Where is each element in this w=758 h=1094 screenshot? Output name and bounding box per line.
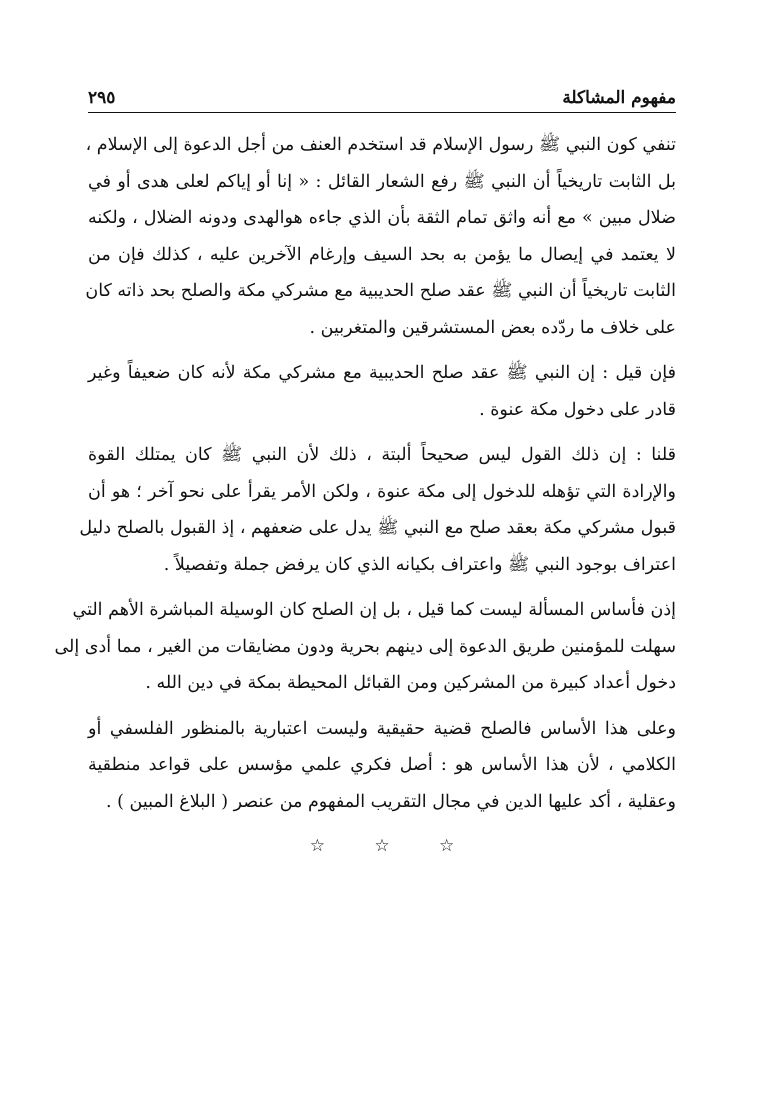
text-line: فإن قيل : إن النبي ﷺ عقد صلح الحديبية مع مشركي مكة لأنه كان ضعيفاً وغير [88,363,676,383]
paragraph-4 [54,592,676,702]
book-page [54,80,676,856]
star-icon: ☆ [374,836,390,856]
text-line: على خلاف ما ردّده بعض المستشرقين والمتغربين . [309,317,676,338]
text-line: اعتراف بوجود النبي ﷺ واعتراف بكيانه الذي كان يرفض جملة وتفصيلاً . [163,554,676,575]
text-line: سهلت للمؤمنين طريق الدعوة إلى دينهم بحرية ودون مضايقات من الغير ، مما أدى إلى [54,636,676,657]
page-header [88,80,676,113]
text-line: قادر على دخول مكة عنوة . [479,399,676,420]
text-line: وعلى هذا الأساس فالصلح قضية حقيقية وليست اعتبارية بالمنظور الفلسفي أو [88,718,676,739]
text-line: قبول مشركي مكة بعقد صلح مع النبي ﷺ يدل على ضعفهم ، إذ القبول بالصلح دليل [79,518,676,538]
text-line: إذن فأساس المسألة ليست كما قيل ، بل إن الصلح كان الوسيلة المباشرة الأهم التي [72,600,676,620]
paragraph-5 [88,711,676,821]
text-line: وعقلية ، أكد عليها الدين في مجال التقريب المفهوم من عنصر ( البلاغ المبين ) . [106,791,676,812]
text-line: الثابت تاريخياً أن النبي ﷺ عقد صلح الحديبية مع مشركي مكة والصلح بحد ذاته كان [85,281,676,301]
text-line: قلنا : إن ذلك القول ليس صحيحاً ألبتة ، ذلك لأن النبي ﷺ كان يمتلك القوة [88,445,676,465]
paragraph-1 [85,127,676,346]
paragraph-2 [88,355,676,428]
page-number: ٢٩٥ [88,88,116,108]
running-title: مفهوم المشاكلة [562,88,676,108]
page-body [54,127,676,856]
text-line: لا يعتمد في إيصال ما يؤمن به بحد السيف وإرغام الآخرين عليه ، كذلك فإن من [88,244,676,265]
text-line: ضلال مبين » مع أنه واثق تمام الثقة بأن الذي جاءه هوالهدى ودونه الضلال ، ولكنه [88,208,676,228]
star-icon: ☆ [309,836,325,856]
text-line: الكلامي ، لأن هذا الأساس هو : أصل فكري علمي مؤسس على قواعد منطقية [88,755,676,775]
star-icon: ☆ [439,836,455,856]
text-line: تنفي كون النبي ﷺ رسول الإسلام قد استخدم العنف من أجل الدعوة إلى الإسلام ، [85,135,676,155]
paragraph-3 [79,437,676,583]
section-divider-stars [88,836,676,856]
text-line: بل الثابت تاريخياً أن النبي ﷺ رفع الشعار القائل : « إنا أو إياكم لعلى هدى أو في [88,171,676,192]
text-line: دخول أعداد كبيرة من المشركين ومن القبائل المحيطة بمكة في دين الله . [145,673,676,693]
text-line: والإرادة التي تؤهله للدخول إلى مكة عنوة ، ولكن الأمر يقرأ على نحو آخر ؛ هو أن [88,481,676,502]
